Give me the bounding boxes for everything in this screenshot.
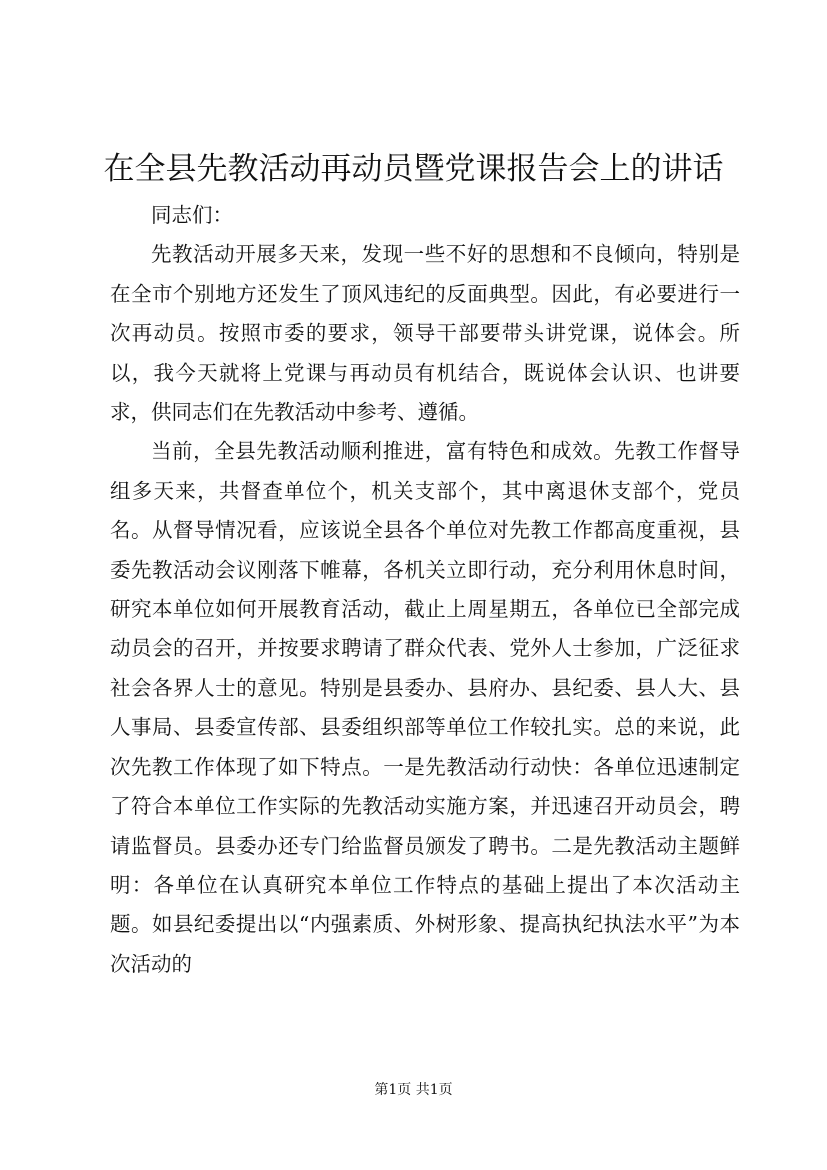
salutation: 同志们：: [151, 203, 233, 227]
document-body: [110, 196, 740, 984]
paragraph-1: 先教活动开展多天来，发现一些不好的思想和不良倾向，特别是在全市个别地方还发生了顶风违纪的反面典型。因此，有必要进行一次再动员。按照市委的要求，领导干部要带头讲党课，说体会。所以，我今天就将上党课与再动员有机结合，既说体会认识、也讲要求，供同志们在先教活动中参考、遵循。: [110, 242, 740, 425]
document-title: 在全县先教活动再动员暨党课报告会上的讲话: [103, 151, 724, 187]
page-number-footer: 第1页 共1页: [374, 1082, 453, 1098]
paragraph-2: 当前，全县先教活动顺利推进，富有特色和成效。先教工作督导组多天来，共督查单位个，机关支部个，其中离退休支部个，党员名。从督导情况看，应该说全县各个单位对先教工作都高度重视，县委先教活动会议刚落下帷幕，各机关立即行动，充分利用休息时间，研究本单位如何开展教育活动，截止上周星期五，各单位已全部完成动员会的召开，并按要求聘请了群众代表、党外人士参加，广泛征求社会各界人士的意见。特别是县委办、县府办、县纪委、县人大、县人事局、县委宣传部、县委组织部等单位工作较扎实。总的来说，此次先教工作体现了如下特点。一是先教活动行动快：各单位迅速制定了符合本单位工作实际的先教活动实施方案，并迅速召开动员会，聘请监督员。县委办还专门给监督员颁发了聘书。二是先教活动主题鲜明：各单位在认真研究本单位工作特点的基础上提出了本次活动主题。如县纪委提出以“内强素质、外树形象、提高执纪执法水平”为本次活动的: [110, 439, 740, 976]
